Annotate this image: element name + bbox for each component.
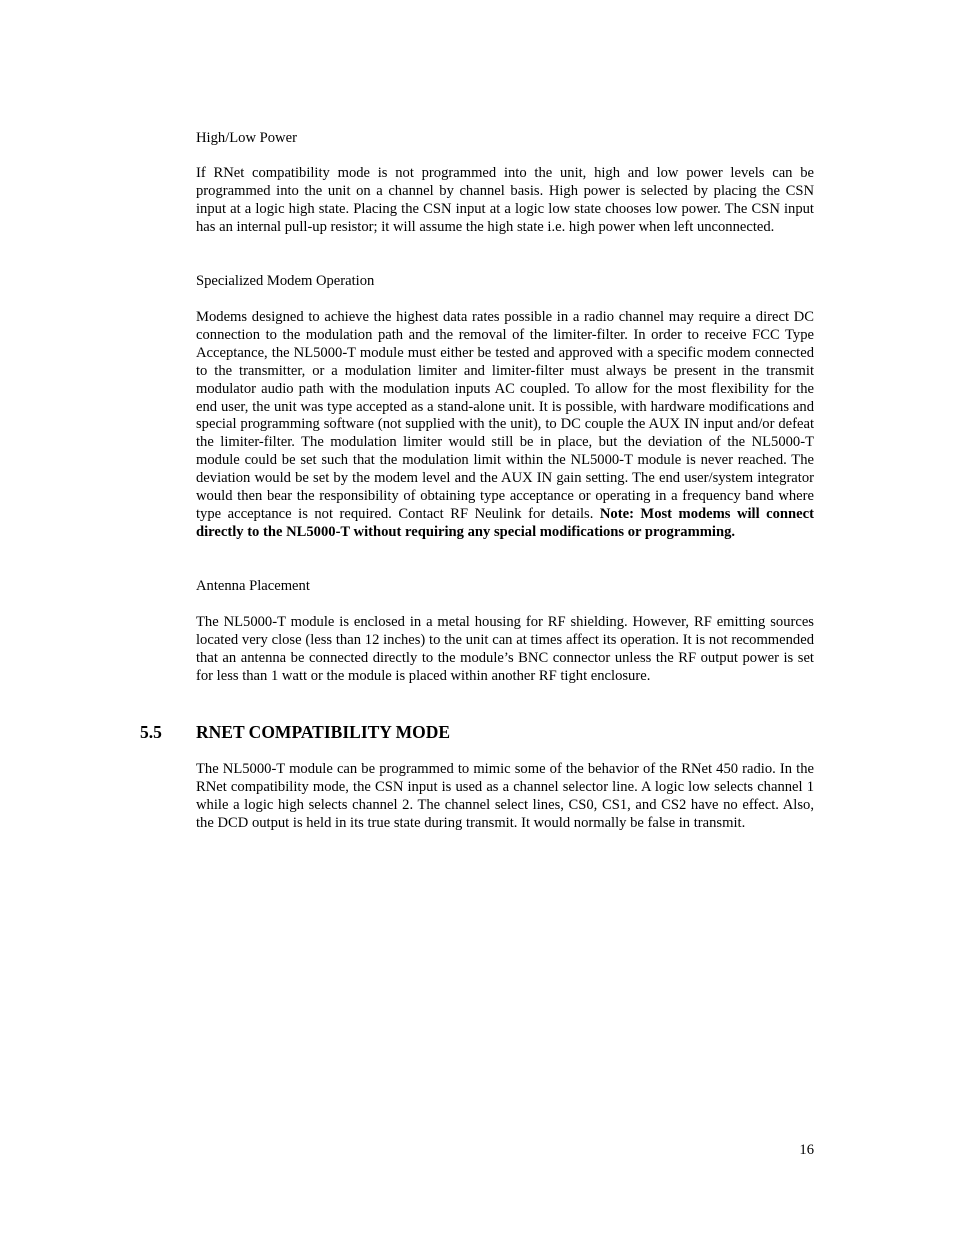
paragraph-specialized-modem-operation	[196, 309, 814, 542]
paragraph-rnet-compatibility-mode: The NL5000-T module can be programmed to mimic some of the behavior of the RNet 450 radio. In the RNet compatibility mode, the CSN input is used as a channel selector line. A logic low selects channel 1 while a logic high selects channel 2. The channel select lines, CS0, CS1, and CS2 have no effect. Also, the DCD output is held in its true state during transmit. It would normally be false in transmit.	[196, 761, 814, 831]
modem-operation-body-text: Modems designed to achieve the highest data rates possible in a radio channel may require a direct DC connection to the modulation path and the removal of the limiter-filter. In order to receive FCC Type Acceptance, the NL5000-T module must either be tested and approved with a specific modem connected to the transmitter, or a modulation limiter and limiter-filter must always be present in the transmit modulator audio path with the modulation inputs AC coupled. To allow for the most flexibility for the end user, the unit was type accepted as a stand-alone unit. It is possible, with hardware modifications and special programming software (not supplied with the unit), to DC couple the AUX IN input and/or defeat the limiter-filter. The modulation limiter would still be in place, but the deviation of the NL5000-T module could be set such that the modulation limit within the NL5000-T module is never reached. The deviation would be set by the modem level and the AUX IN gain setting. The end user/system integrator would then bear the responsibility of obtaining type acceptance or operating in a frequency band where type acceptance is not required. Contact RF Neulink for details.	[196, 309, 814, 522]
heading-high-low-power: High/Low Power	[196, 130, 297, 146]
modem-operation-note: Note: Most modems will connect directly to the NL5000-T without requiring any special modifications or programming.	[196, 505, 814, 540]
heading-specialized-modem-operation: Specialized Modem Operation	[196, 273, 375, 289]
section-number: 5.5	[140, 722, 162, 742]
heading-antenna-placement: Antenna Placement	[196, 578, 310, 594]
page-number: 16	[799, 1142, 814, 1158]
section-title-rnet-compatibility-mode: RNET COMPATIBILITY MODE	[196, 722, 451, 742]
paragraph-high-low-power: If RNet compatibility mode is not programmed into the unit, high and low power levels can be programmed into the unit on a channel by channel basis. High power is selected by placing the CSN input at a logic high state. Placing the CSN input at a logic low state chooses low power. The CSN input has an internal pull-up resistor; it will assume the high state i.e. high power when left unconnected.	[196, 165, 814, 235]
paragraph-antenna-placement: The NL5000-T module is enclosed in a metal housing for RF shielding. However, RF emitting sources located very close (less than 12 inches) to the unit can at times affect its operation. It is not recommended that an antenna be connected directly to the module’s BNC connector unless the RF output power is set for less than 1 watt or the module is placed within another RF tight enclosure.	[196, 614, 814, 684]
